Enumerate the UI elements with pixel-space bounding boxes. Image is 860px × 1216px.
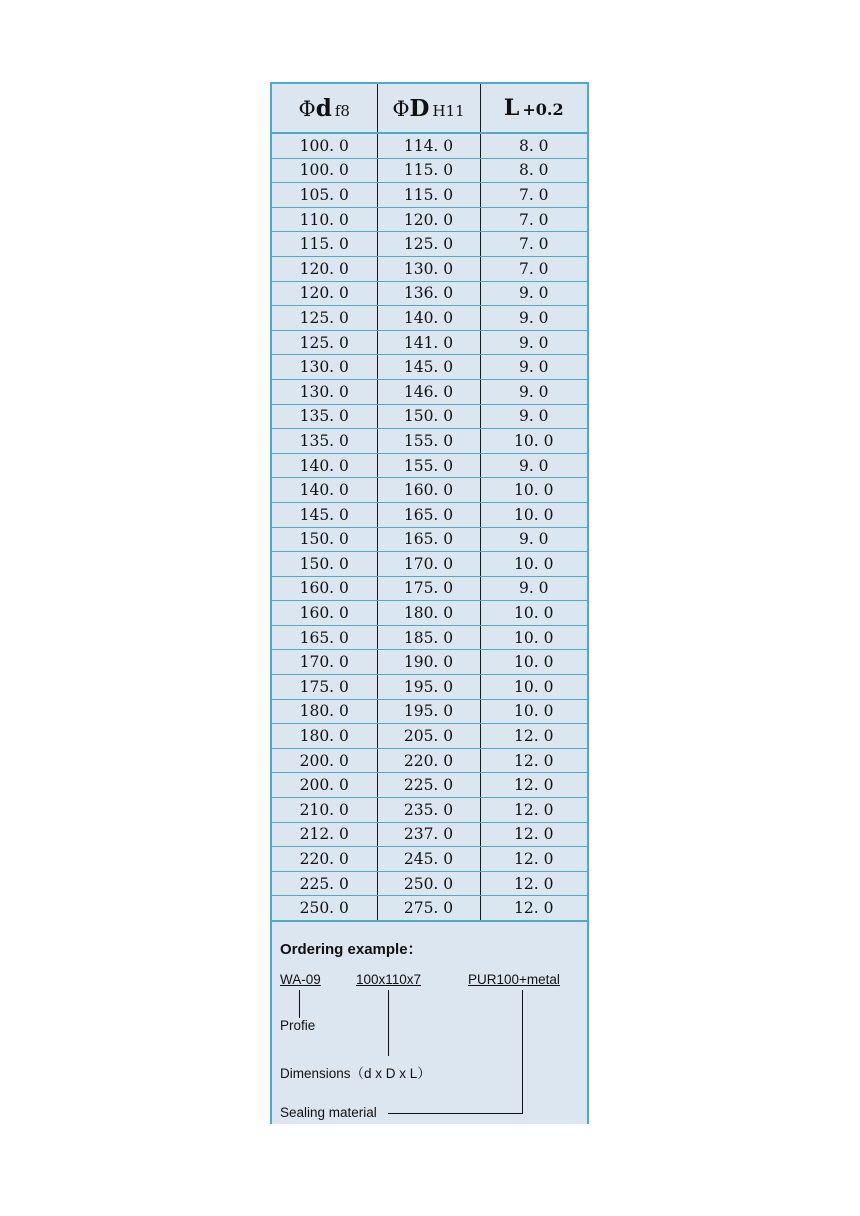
cell-length: 10. 0 [480, 478, 587, 503]
cell-outer-diameter: 180. 0 [377, 601, 480, 626]
cell-outer-diameter: 130. 0 [377, 256, 480, 281]
cell-length: 12. 0 [480, 773, 587, 798]
label-material: Sealing material [280, 1105, 381, 1120]
table-row [272, 183, 587, 208]
cell-outer-diameter: 136. 0 [377, 281, 480, 306]
cell-length: 7. 0 [480, 183, 587, 208]
cell-length: 8. 0 [480, 133, 587, 158]
cell-length: 9. 0 [480, 404, 587, 429]
ordering-example [272, 922, 587, 1126]
table-row [272, 429, 587, 454]
cell-length: 12. 0 [480, 724, 587, 749]
cell-outer-diameter: 141. 0 [377, 330, 480, 355]
cell-outer-diameter: 245. 0 [377, 847, 480, 872]
cell-length: 10. 0 [480, 601, 587, 626]
table-row [272, 306, 587, 331]
label-dimensions: Dimensions（d x D x L） [280, 1066, 431, 1081]
cell-outer-diameter: 155. 0 [377, 453, 480, 478]
cell-length: 12. 0 [480, 822, 587, 847]
cell-outer-diameter: 175. 0 [377, 576, 480, 601]
table-row [272, 625, 587, 650]
cell-outer-diameter: 160. 0 [377, 478, 480, 503]
cell-inner-diameter: 160. 0 [272, 576, 377, 601]
table-row [272, 871, 587, 896]
cell-inner-diameter: 225. 0 [272, 871, 377, 896]
material-leader-line-vertical [522, 990, 523, 1114]
cell-length: 12. 0 [480, 798, 587, 823]
cell-outer-diameter: 170. 0 [377, 552, 480, 577]
cell-outer-diameter: 250. 0 [377, 871, 480, 896]
cell-outer-diameter: 145. 0 [377, 355, 480, 380]
cell-length: 10. 0 [480, 699, 587, 724]
cell-length: 9. 0 [480, 306, 587, 331]
code-material: PUR100+metal [468, 972, 560, 987]
ordering-title: Ordering example： [280, 941, 423, 958]
cell-inner-diameter: 110. 0 [272, 207, 377, 232]
cell-outer-diameter: 115. 0 [377, 158, 480, 183]
cell-outer-diameter: 140. 0 [377, 306, 480, 331]
cell-outer-diameter: 275. 0 [377, 896, 480, 921]
cell-inner-diameter: 180. 0 [272, 699, 377, 724]
cell-inner-diameter: 100. 0 [272, 158, 377, 183]
cell-outer-diameter: 120. 0 [377, 207, 480, 232]
table-row [272, 379, 587, 404]
cell-outer-diameter: 150. 0 [377, 404, 480, 429]
cell-length: 10. 0 [480, 552, 587, 577]
cell-inner-diameter: 140. 0 [272, 478, 377, 503]
cell-length: 12. 0 [480, 748, 587, 773]
cell-inner-diameter: 140. 0 [272, 453, 377, 478]
cell-outer-diameter: 237. 0 [377, 822, 480, 847]
table-row [272, 502, 587, 527]
cell-outer-diameter: 220. 0 [377, 748, 480, 773]
table-row [272, 724, 587, 749]
cell-length: 10. 0 [480, 429, 587, 454]
cell-length: 9. 0 [480, 527, 587, 552]
cell-inner-diameter: 250. 0 [272, 896, 377, 921]
cell-inner-diameter: 115. 0 [272, 232, 377, 257]
cell-length: 9. 0 [480, 330, 587, 355]
table-row [272, 822, 587, 847]
cell-length: 10. 0 [480, 675, 587, 700]
cell-length: 10. 0 [480, 650, 587, 675]
table-row [272, 527, 587, 552]
table-row [272, 675, 587, 700]
cell-inner-diameter: 220. 0 [272, 847, 377, 872]
dimensions-leader-line [388, 990, 389, 1056]
table-row [272, 601, 587, 626]
cell-length: 12. 0 [480, 847, 587, 872]
cell-inner-diameter: 212. 0 [272, 822, 377, 847]
cell-length: 9. 0 [480, 281, 587, 306]
table-row [272, 847, 587, 872]
cell-inner-diameter: 150. 0 [272, 552, 377, 577]
cell-length: 9. 0 [480, 355, 587, 380]
cell-inner-diameter: 100. 0 [272, 133, 377, 158]
cell-inner-diameter: 175. 0 [272, 675, 377, 700]
table-row [272, 158, 587, 183]
cell-inner-diameter: 150. 0 [272, 527, 377, 552]
cell-inner-diameter: 200. 0 [272, 748, 377, 773]
cell-outer-diameter: 205. 0 [377, 724, 480, 749]
cell-length: 10. 0 [480, 625, 587, 650]
table-body [272, 133, 587, 921]
dimension-sheet [270, 82, 589, 1124]
dimension-table [272, 84, 587, 922]
code-profile: WA-09 [280, 972, 321, 987]
cell-inner-diameter: 130. 0 [272, 379, 377, 404]
cell-length: 7. 0 [480, 232, 587, 257]
cell-length: 9. 0 [480, 453, 587, 478]
cell-inner-diameter: 145. 0 [272, 502, 377, 527]
header-outer-diameter: ΦD H11 [377, 84, 480, 133]
cell-inner-diameter: 135. 0 [272, 429, 377, 454]
cell-inner-diameter: 170. 0 [272, 650, 377, 675]
table-row [272, 699, 587, 724]
table-row [272, 207, 587, 232]
table-row [272, 650, 587, 675]
cell-inner-diameter: 210. 0 [272, 798, 377, 823]
cell-outer-diameter: 114. 0 [377, 133, 480, 158]
cell-inner-diameter: 200. 0 [272, 773, 377, 798]
cell-length: 12. 0 [480, 871, 587, 896]
table-row [272, 576, 587, 601]
table-row [272, 256, 587, 281]
table-row [272, 453, 587, 478]
table-row [272, 773, 587, 798]
cell-outer-diameter: 125. 0 [377, 232, 480, 257]
cell-length: 7. 0 [480, 256, 587, 281]
cell-length: 9. 0 [480, 379, 587, 404]
cell-inner-diameter: 135. 0 [272, 404, 377, 429]
table-row [272, 404, 587, 429]
table-row [272, 330, 587, 355]
table-row [272, 232, 587, 257]
cell-length: 10. 0 [480, 502, 587, 527]
cell-outer-diameter: 195. 0 [377, 699, 480, 724]
cell-outer-diameter: 195. 0 [377, 675, 480, 700]
cell-outer-diameter: 155. 0 [377, 429, 480, 454]
table-row [272, 133, 587, 158]
cell-outer-diameter: 115. 0 [377, 183, 480, 208]
table-header-row [272, 84, 587, 133]
profile-leader-line [299, 990, 300, 1018]
code-dimensions: 100x110x7 [356, 972, 422, 987]
header-length: L +0.2 [480, 84, 587, 133]
cell-inner-diameter: 165. 0 [272, 625, 377, 650]
cell-length: 8. 0 [480, 158, 587, 183]
cell-outer-diameter: 165. 0 [377, 502, 480, 527]
cell-inner-diameter: 130. 0 [272, 355, 377, 380]
cell-inner-diameter: 120. 0 [272, 281, 377, 306]
table-row [272, 798, 587, 823]
cell-inner-diameter: 125. 0 [272, 306, 377, 331]
table-row [272, 552, 587, 577]
header-inner-diameter: Φd f8 [272, 84, 377, 133]
cell-length: 7. 0 [480, 207, 587, 232]
cell-inner-diameter: 125. 0 [272, 330, 377, 355]
cell-outer-diameter: 190. 0 [377, 650, 480, 675]
cell-inner-diameter: 105. 0 [272, 183, 377, 208]
material-leader-line-horizontal [388, 1113, 523, 1114]
cell-inner-diameter: 120. 0 [272, 256, 377, 281]
table-row [272, 896, 587, 921]
cell-length: 12. 0 [480, 896, 587, 921]
table-row [272, 281, 587, 306]
cell-inner-diameter: 180. 0 [272, 724, 377, 749]
cell-length: 9. 0 [480, 576, 587, 601]
label-profile: Profie [280, 1018, 316, 1033]
cell-inner-diameter: 160. 0 [272, 601, 377, 626]
cell-outer-diameter: 235. 0 [377, 798, 480, 823]
cell-outer-diameter: 185. 0 [377, 625, 480, 650]
table-row [272, 478, 587, 503]
cell-outer-diameter: 165. 0 [377, 527, 480, 552]
table-row [272, 355, 587, 380]
table-row [272, 748, 587, 773]
cell-outer-diameter: 146. 0 [377, 379, 480, 404]
cell-outer-diameter: 225. 0 [377, 773, 480, 798]
